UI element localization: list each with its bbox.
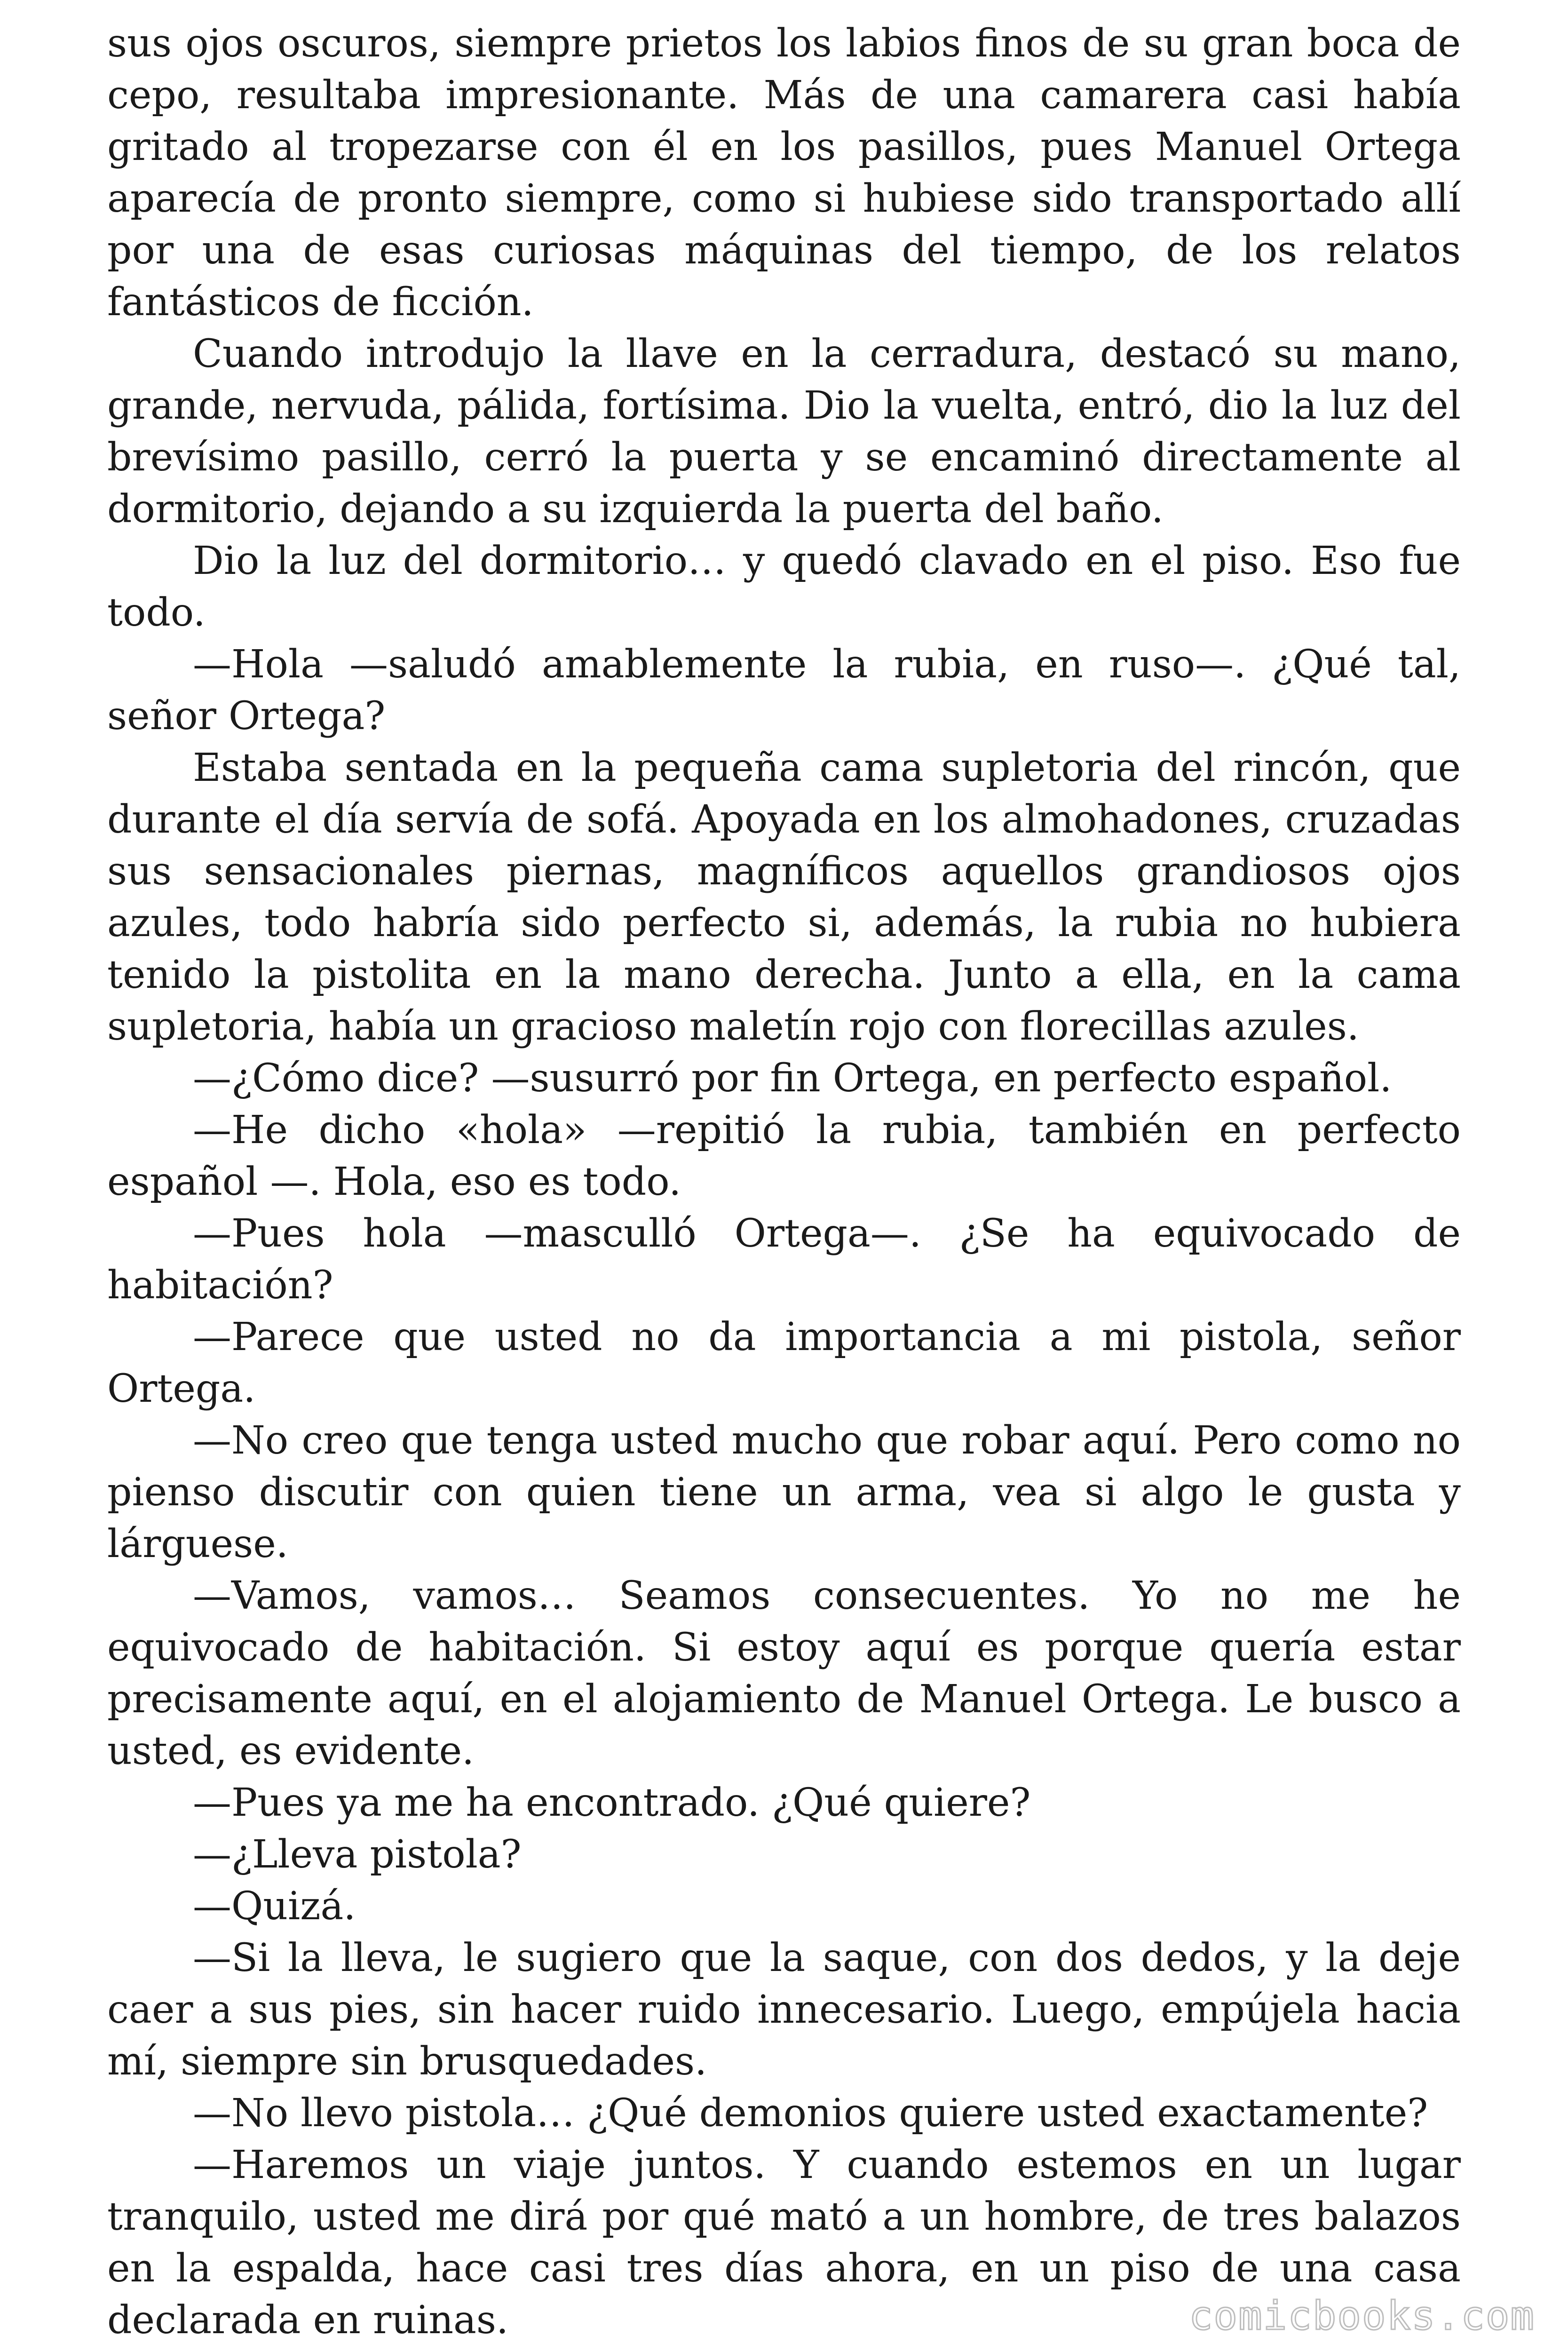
paragraph-10: —No creo que tenga usted mucho que robar aquí. Pero como no pienso discutir con quien tiene un arma, vea si algo le gusta y lárguese.: [107, 1418, 1461, 1566]
paragraph-17: —Haremos un viaje juntos. Y cuando estemos en un lugar tranquilo, usted me dirá por qué mató a un hombre, de tres balazos en la espalda, hace casi tres días ahora, en un piso de una casa declarada en ruinas.: [107, 2143, 1461, 2343]
paragraph-16: —No llevo pistola… ¿Qué demonios quiere usted exactamente?: [193, 2091, 1428, 2136]
paragraph-2: Cuando introdujo la llave en la cerradura, destacó su mano, grande, nervuda, pálida, fortísima. Dio la vuelta, entró, dio la luz del brevísimo pasillo, cerró la puerta y se encaminó directamente al dormitorio, dejando a su izquierda la puerta del baño.: [107, 332, 1461, 532]
paragraph-15: —Si la lleva, le sugiero que la saque, con dos dedos, y la deje caer a sus pies, sin hacer ruido innecesario. Luego, empújela hacia mí, siempre sin brusquedades.: [107, 1936, 1461, 2084]
paragraph-8: —Pues hola —masculló Ortega—. ¿Se ha equivocado de habitación?: [107, 1211, 1461, 1308]
paragraph-1: sus ojos oscuros, siempre prietos los labios finos de su gran boca de cepo, resultaba impresionante. Más de una camarera casi había gritado al tropezarse con él en los pasillos, pues Manuel Ortega aparecía de pronto siempre, como si hubiese sido transportado allí por una de esas curiosas máquinas del tiempo, de los relatos fantásticos de ficción.: [107, 21, 1461, 325]
paragraph-12: —Pues ya me ha encontrado. ¿Qué quiere?: [193, 1780, 1031, 1825]
paragraph-9: —Parece que usted no da importancia a mi pistola, señor Ortega.: [107, 1315, 1461, 1411]
paragraph-6: —¿Cómo dice? —susurró por fin Ortega, en perfecto español.: [193, 1056, 1392, 1101]
paragraph-13: —¿Lleva pistola?: [193, 1832, 522, 1877]
paragraph-3: Dio la luz del dormitorio… y quedó clavado en el piso. Eso fue todo.: [107, 539, 1461, 635]
paragraph-5: Estaba sentada en la pequeña cama supletoria del rincón, que durante el día servía de sofá. Apoyada en los almohadones, cruzadas sus sensacionales piernas, magníficos aquellos grandiosos ojos azules, todo habría sido perfecto si, además, la rubia no hubiera tenido la pistolita en la mano derecha. Junto a ella, en la cama supletoria, había un gracioso maletín rojo con florecillas azules.: [107, 746, 1461, 1049]
paragraph-4: —Hola —saludó amablemente la rubia, en ruso—. ¿Qué tal, señor Ortega?: [107, 642, 1461, 739]
page-text: [107, 18, 1461, 2346]
paragraph-7: —He dicho «hola» —repitió la rubia, también en perfecto español —. Hola, eso es todo.: [107, 1108, 1461, 1204]
paragraph-14: —Quizá.: [193, 1884, 356, 1929]
paragraph-11: —Vamos, vamos… Seamos consecuentes. Yo no me he equivocado de habitación. Si estoy aquí es porque quería estar precisamente aquí, en el alojamiento de Manuel Ortega. Le busco a usted, es evidente.: [107, 1573, 1461, 1773]
watermark: comicbooks.com: [1188, 2293, 1535, 2339]
